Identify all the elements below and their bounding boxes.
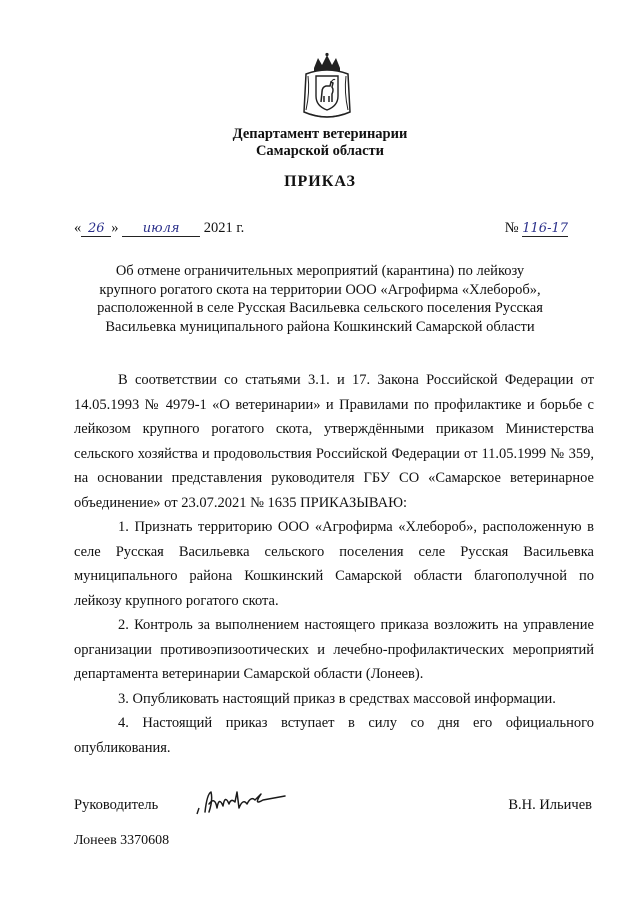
document-title: ПРИКАЗ [284, 173, 356, 190]
department-name-line2: Самарской области [255, 143, 385, 159]
date-close-quote: » [111, 220, 119, 236]
order-body [74, 368, 594, 760]
order-item-2: 2. Контроль за выполнением настоящего приказа возложить на управление организации противоэпизоотических и лечебно-профилактических мероприятий департамента ветеринарии Самарской области (Лонеев). [74, 617, 594, 682]
order-number [505, 220, 568, 237]
number-value: 116-17 [522, 221, 568, 236]
samara-coat-of-arms-icon [300, 52, 354, 122]
signatory-title: Руководитель [74, 797, 159, 813]
preamble-paragraph: В соответствии со статьями 3.1. и 17. Закона Российской Федерации от 14.05.1993 № 4979-1 «О ветеринарии» и Правилами по профилактике и борьбе с лейкозом крупного рогатого скота, утверждёнными приказом Министерства сельского хозяйства и продовольствия Российской Федерации от 11.05.1999 № 359, на основании представления руководителя ГБУ СО «Самарское ветеринарное объединение» от 23.07.2021 № 1635 ПРИКАЗЫВАЮ: [74, 372, 594, 511]
order-subject [0, 262, 640, 336]
order-item-3: 3. Опубликовать настоящий приказ в средствах массовой информации. [118, 690, 556, 707]
subject-line: Об отмене ограничительных мероприятий (карантина) по лейкозу [115, 263, 525, 279]
number-prefix: № [504, 220, 519, 236]
signatory-name: В.Н. Ильичев [508, 797, 592, 813]
subject-line: расположенной в селе Русская Васильевка сельского поселения Русская [97, 300, 543, 316]
handwritten-signature-icon [193, 786, 293, 820]
department-name-line1: Департамент ветеринарии [232, 126, 408, 142]
order-item-4: 4. Настоящий приказ вступает в силу со дня его официального опубликования. [74, 715, 594, 756]
order-date [74, 220, 244, 237]
order-item-1: 1. Признать территорию ООО «Агрофирма «Хлебороб», расположенную в селе Русская Васильевка сельского поселения селе Русская Васильевка муниципального района Кошкинский Самарской области благополучной по лейкозу крупного рогатого скота. [74, 519, 594, 609]
subject-line: Васильевка муниципального района Кошкинский Самарской области [105, 318, 535, 335]
subject-line: крупного рогатого скота на территории ООО «Агрофирма «Хлебороб», [99, 281, 541, 298]
date-year: 2021 г. [203, 220, 245, 236]
date-month: июля [122, 221, 200, 237]
date-open-quote: « [74, 220, 82, 236]
executor-info: Лонеев 3370608 [74, 833, 170, 848]
date-day: 26 [81, 221, 111, 237]
